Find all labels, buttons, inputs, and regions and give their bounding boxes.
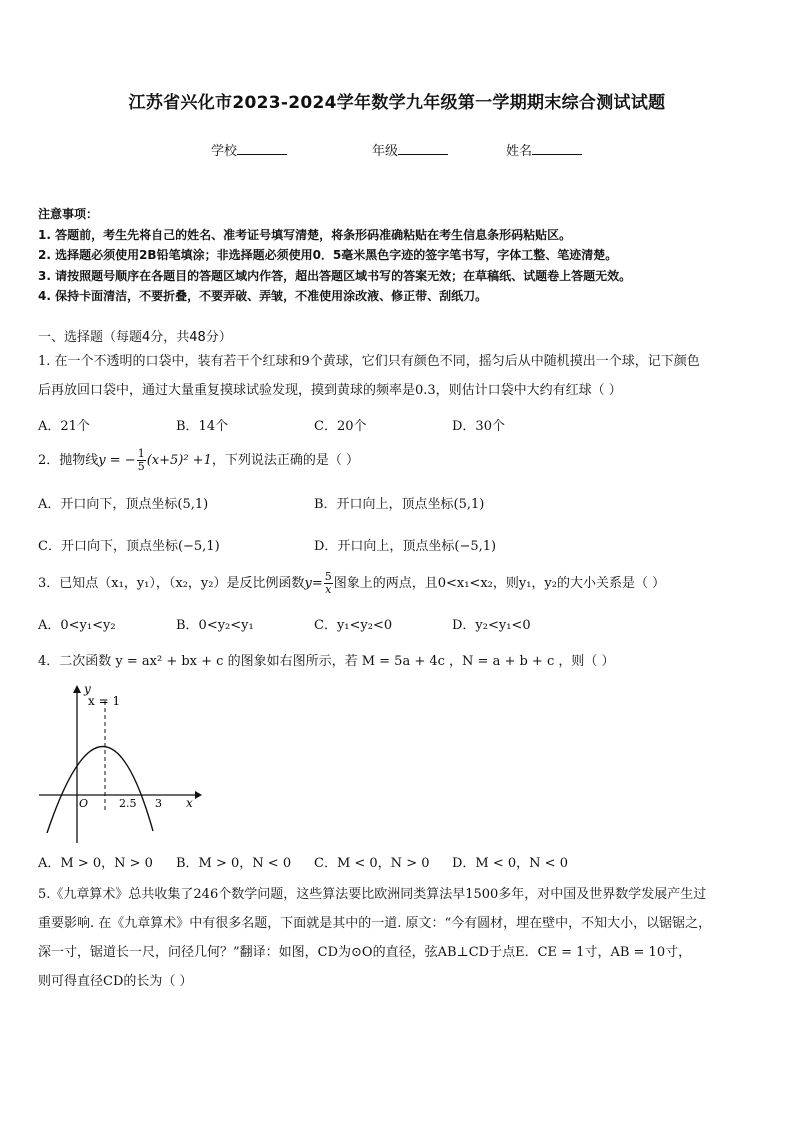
parabola-graph <box>35 683 205 843</box>
question-1 <box>38 347 758 405</box>
parabola-curve <box>47 746 153 833</box>
tick-label-2-5: 2.5 <box>119 797 137 810</box>
q1-option-c[interactable]: C．20个 <box>314 419 367 434</box>
q3-option-c[interactable]: C．y₁<y₂<0 <box>314 618 393 633</box>
note-item: 4. 保持卡面清洁，不要折叠，不要弄破、弄皱，不准使用涂改液、修正带、刮纸刀。 <box>38 289 488 303</box>
question-5 <box>38 880 758 996</box>
q1-line2: 后再放回口袋中，通过大量重复摸球试验发现，摸到黄球的频率是0.3，则估计口袋中大约有红球（ ） <box>38 383 622 398</box>
q2-prefix: 2．抛物线 <box>38 453 99 468</box>
q5-line1: 5.《九章算术》总共收集了246个数学问题，这些算法要比欧洲同类算法早1500多年，对中国及世界数学发展产生过 <box>38 887 707 902</box>
name-label: 姓名 <box>506 144 533 159</box>
q2-option-b[interactable]: B．开口向上，顶点坐标(5,1) <box>314 497 485 512</box>
q1-option-a[interactable]: A．21个 <box>38 419 90 434</box>
grade-label: 年级 <box>372 144 399 159</box>
origin-label: O <box>79 797 89 810</box>
q1-option-d[interactable]: D．30个 <box>452 419 505 434</box>
question-3 <box>38 566 665 602</box>
x-axis-arrow <box>195 791 202 799</box>
y-axis-arrow <box>73 685 81 693</box>
note-item: 3. 请按照题号顺序在各题目的答题区域内作答，超出答题区域书写的答案无效；在草稿纸、试题卷上答题无效。 <box>38 268 632 283</box>
x-axis-label: x <box>186 796 193 810</box>
q2-option-c[interactable]: C．开口向下，顶点坐标(−5,1) <box>38 539 220 554</box>
note-item: 1. 答题前，考生先将自己的姓名、准考证号填写清楚，将条形码准确粘贴在考生信息条形码粘贴区。 <box>38 227 572 242</box>
q2-option-a[interactable]: A．开口向下，顶点坐标(5,1) <box>38 497 209 512</box>
q2-fraction: $\frac{1}{5}$ <box>137 447 145 473</box>
grade-field[interactable] <box>372 140 448 159</box>
q5-line3: 深一寸，锯道长一尺，问径几何？”翻译：如图，CD为⊙O的直径，弦AB⊥CD于点E．CE = 1寸，AB = 10寸， <box>38 945 692 960</box>
q3-prefix: 3．已知点（x₁，y₁），（x₂，y₂）是反比例函数 <box>38 576 305 591</box>
q4-option-a[interactable]: A．M > 0，N > 0 <box>38 856 153 871</box>
q3-suffix: 图象上的两点，且0<x₁<x₂，则y₁，y₂的大小关系是（ ） <box>333 576 666 591</box>
q5-line2: 重要影响. 在《九章算术》中有很多名题，下面就是其中的一道. 原文：“今有圆材，埋在壁中，不知大小，以锯锯之， <box>38 916 712 931</box>
q4-option-d[interactable]: D．M < 0，N < 0 <box>452 856 568 871</box>
q3-fraction: $\frac{5}{x}$ <box>324 570 332 596</box>
notes-heading: 注意事项： <box>38 207 99 221</box>
note-item: 2. 选择题必须使用2B铅笔填涂；非选择题必须使用0．5毫米黑色字迹的签字笔书写，字体工整、笔迹清楚。 <box>38 248 618 262</box>
q2-suffix: ，下列说法正确的是（ ） <box>211 453 359 468</box>
page-title: 江苏省兴化市2023-2024学年数学九年级第一学期期末综合测试试题 <box>128 93 666 113</box>
q2-option-d[interactable]: D．开口向上，顶点坐标(−5,1) <box>314 539 497 554</box>
question-4: 4．二次函数 y = ax² + bx + c 的图象如右图所示，若 M = 5a + 4c ，N = a + b + c ，则（ ） <box>38 654 615 669</box>
name-field[interactable] <box>506 140 582 159</box>
symmetry-axis-label: x = 1 <box>88 694 121 708</box>
q3-option-a[interactable]: A．0<y₁<y₂ <box>38 618 116 633</box>
q3-formula-lhs: y= <box>304 576 323 591</box>
school-field[interactable] <box>211 140 287 159</box>
school-label: 学校 <box>211 144 238 159</box>
tick-label-3: 3 <box>155 797 162 810</box>
q5-line4: 则可得直径CD的长为（ ） <box>38 974 193 989</box>
q4-option-b[interactable]: B．M > 0，N < 0 <box>176 856 292 871</box>
y-axis-label: y <box>84 683 91 696</box>
question-2 <box>38 444 359 478</box>
q3-option-b[interactable]: B．0<y₂<y₁ <box>176 618 254 633</box>
q3-option-d[interactable]: D．y₂<y₁<0 <box>452 618 531 633</box>
q2-formula-rhs: (x+5)² +1 <box>146 453 212 468</box>
q1-line1: 1. 在一个不透明的口袋中，装有若干个红球和9个黄球，它们只有颜色不同，摇匀后从中随机摸出一个球，记下颜色 <box>38 354 700 369</box>
q1-option-b[interactable]: B．14个 <box>176 419 229 434</box>
section-heading: 一、选择题（每题4分，共48分） <box>38 330 232 345</box>
q2-formula-lhs: y = − <box>98 453 136 468</box>
notes-block <box>38 204 758 307</box>
q4-option-c[interactable]: C．M < 0，N > 0 <box>314 856 430 871</box>
